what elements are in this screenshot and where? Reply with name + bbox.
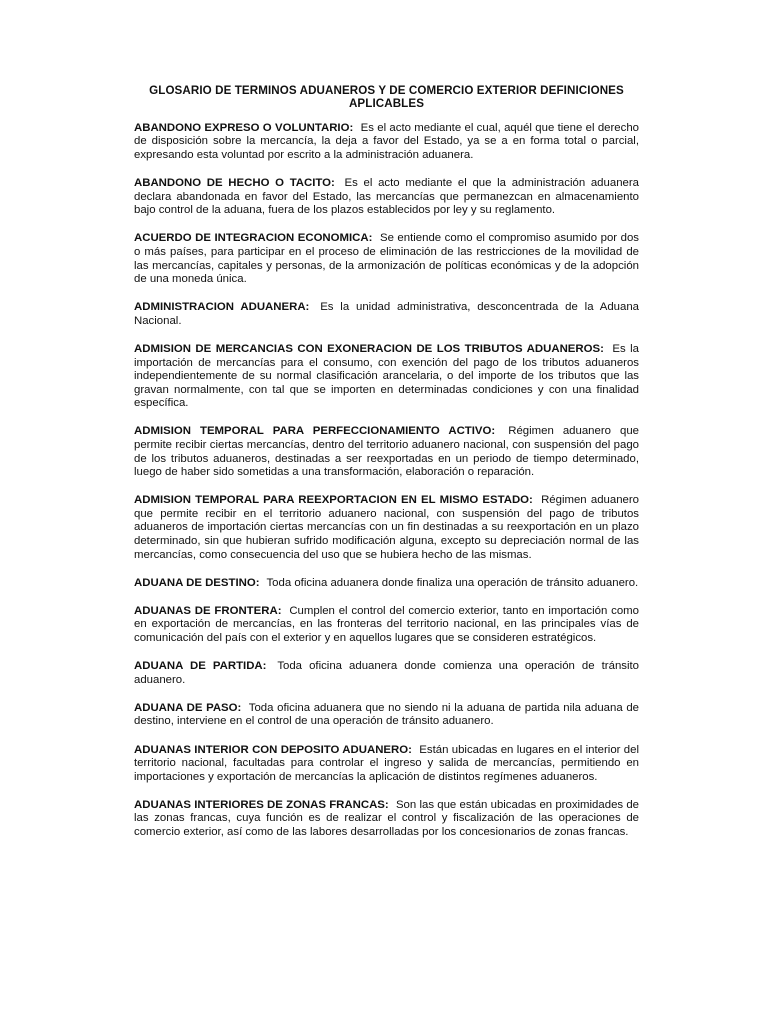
glossary-definition: Son las que están ubicadas en proximidades de las zonas francas, cuya función es de realizar el control y fiscalización de las operaciones de comercio exterior, así como de las labores desarrolladas por los concesionarios de zonas francas. <box>134 798 640 838</box>
glossary-definition: Régimen aduanero que permite recibir ciertas mercancías, dentro del territorio aduanero nacional, con suspensión del pago de los tributos aduaneros, destinadas a ser reexportadas en un periodo de tiempo determinado, luego de haber sido sometidas a una transformación, elaboración o reparación. <box>134 425 640 479</box>
glossary-definition: Toda oficina aduanera donde finaliza una operación de tránsito aduanero. <box>266 576 639 589</box>
glossary-definition: Es la unidad administrativa, desconcentrada de la Aduana Nacional. <box>134 301 639 327</box>
glossary-entry <box>134 301 639 328</box>
glossary-term: ACUERDO DE INTEGRACION ECONOMICA: <box>134 232 373 245</box>
glossary-entry <box>134 343 639 411</box>
glossary-entry <box>134 177 639 218</box>
glossary-term: ADMINISTRACION ADUANERA: <box>134 301 310 314</box>
glossary-term: ADMISION DE MERCANCIAS CON EXONERACION DE LOS TRIBUTOS ADUANEROS: <box>134 342 604 355</box>
glossary-definition: Se entiende como el compromiso asumido por dos o más países, para participar en el proceso de eliminación de las restricciones de la movilidad de las mercancías, capitales y personas, de la armonización de políticas económicas y de la adopción de una moneda única. <box>134 232 639 286</box>
glossary-term: ADMISION TEMPORAL PARA REEXPORTACION EN EL MISMO ESTADO: <box>134 494 533 507</box>
glossary-entry <box>134 577 639 591</box>
glossary-entry <box>134 232 639 286</box>
glossary-term: ADUANA DE DESTINO: <box>134 576 260 589</box>
glossary-entry <box>134 660 639 687</box>
glossary-term: ADUANA DE PARTIDA: <box>134 660 267 673</box>
glossary-entry <box>134 605 639 646</box>
glossary-definition: Régimen aduanero que permite recibir en el territorio aduanero nacional, con suspensión del pago de tributos aduaneros de importación ciertas mercancías con un fin destinadas a su reexportación en un plazo determinado, sin que hubieran sufrido modificación alguna, excepto su depreciación normal de las mercancías, como consecuencia del uso que se hubiera hecho de las mismas. <box>134 494 639 561</box>
glossary-term: ADUANAS INTERIORES DE ZONAS FRANCAS: <box>134 798 389 811</box>
glossary-definition: Es el acto mediante el que la administración aduanera declara abandonada en favor del Estado, las mercancías que permanezcan en almacenamiento bajo control de la aduana, fuera de los plazos establecidos por ley y su reglamento. <box>134 177 639 217</box>
glossary-definition: Están ubicadas en lugares en el interior del territorio nacional, facultadas para controlar el ingreso y salida de mercancías, permitiendo en importaciones y exportación de mercancías la aplicación de distintos regímenes aduaneros. <box>134 743 640 783</box>
document-title: GLOSARIO DE TERMINOS ADUANEROS Y DE COMERCIO EXTERIOR DEFINICIONES APLICABLES <box>149 84 624 111</box>
glossary-definition: Es la importación de mercancías para el consumo, con exención del pago de los tributos aduaneros independientemente de su normal clasificación arancelaria, o del importe de los tributos que las gravan normalmente, con tal que se importen en determinadas condiciones y con una finalidad específica. <box>134 342 640 410</box>
glossary-term: ADUANA DE PASO: <box>134 701 242 714</box>
document-page <box>134 84 639 854</box>
glossary-entry <box>134 425 639 479</box>
glossary-entry <box>134 744 639 785</box>
glossary-entry <box>134 799 639 840</box>
glossary-entry <box>134 122 639 163</box>
glossary-term: ADUANAS INTERIOR CON DEPOSITO ADUANERO: <box>134 743 412 756</box>
glossary-definition: Es el acto mediante el cual, aquél que tiene el derecho de disposición sobre la mercancía, la deja a favor del Estado, ya se a en forma total o parcial, expresando esta voluntad por escrito a la administración aduanera. <box>134 121 639 161</box>
glossary-term: ABANDONO DE HECHO O TACITO: <box>134 177 335 190</box>
glossary-term: ADUANAS DE FRONTERA: <box>134 604 282 617</box>
glossary-definition: Cumplen el control del comercio exterior, tanto en importación como en exportación de mercancías, en las fronteras del territorio nacional, en las principales vías de comunicación del país con el exterior y en aquellos lugares que se consideren estratégicos. <box>134 604 639 645</box>
glossary-definition: Toda oficina aduanera que no siendo ni la aduana de partida nila aduana de destino, interviene en el control de una operación de tránsito aduanero. <box>134 701 639 728</box>
glossary-definition: Toda oficina aduanera donde comienza una operación de tránsito aduanero. <box>134 660 639 686</box>
glossary-entry <box>134 494 639 562</box>
glossary-term: ADMISION TEMPORAL PARA PERFECCIONAMIENTO ACTIVO: <box>134 425 496 438</box>
glossary-entry <box>134 702 639 729</box>
glossary-term: ABANDONO EXPRESO O VOLUNTARIO: <box>134 121 354 134</box>
